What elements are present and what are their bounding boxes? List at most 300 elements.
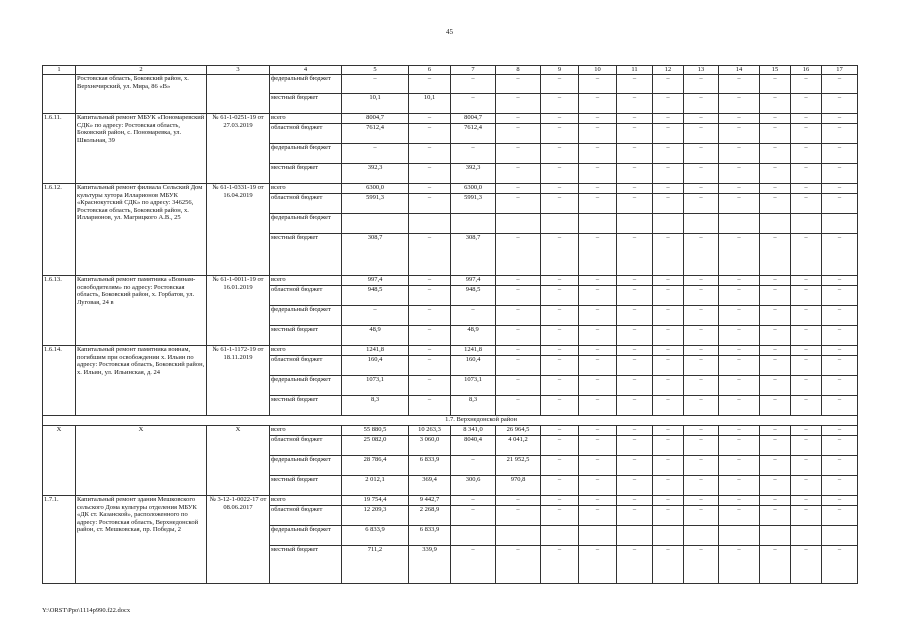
value-cell: 1073,1 — [342, 376, 409, 396]
value-cell — [617, 526, 653, 546]
value-cell: – — [617, 326, 653, 346]
value-cell: 1241,8 — [342, 346, 409, 356]
value-cell: – — [496, 194, 541, 214]
value-cell: – — [653, 546, 684, 584]
value-cell: – — [791, 326, 822, 346]
value-cell: 5991,3 — [451, 194, 496, 214]
value-cell: – — [653, 184, 684, 194]
value-cell: – — [496, 326, 541, 346]
value-cell: – — [719, 356, 760, 376]
funding-source: всего — [270, 426, 342, 436]
value-cell: – — [496, 396, 541, 416]
funding-source: местный бюджет — [270, 396, 342, 416]
value-cell: – — [653, 506, 684, 526]
value-cell: – — [791, 194, 822, 214]
value-cell: 4 041,2 — [496, 436, 541, 456]
value-cell — [760, 526, 791, 546]
value-cell — [760, 214, 791, 234]
item-number: 1.6.14. — [43, 346, 76, 416]
value-cell: – — [409, 396, 451, 416]
value-cell — [541, 526, 579, 546]
value-cell: – — [653, 346, 684, 356]
funding-source: федеральный бюджет — [270, 214, 342, 234]
value-cell: – — [822, 356, 858, 376]
value-cell: – — [409, 356, 451, 376]
value-cell: – — [684, 496, 719, 506]
file-path-footer: Y:\ORST\Ppo\1114p990.f22.docx — [42, 607, 131, 614]
budget-table — [42, 65, 858, 584]
value-cell: – — [822, 496, 858, 506]
value-cell: – — [541, 496, 579, 506]
value-cell: – — [791, 286, 822, 306]
value-cell: – — [579, 436, 617, 456]
value-cell: – — [791, 496, 822, 506]
funding-source: федеральный бюджет — [270, 376, 342, 396]
value-cell: – — [760, 346, 791, 356]
funding-source: местный бюджет — [270, 94, 342, 114]
table-row — [43, 346, 858, 356]
value-cell: – — [822, 376, 858, 396]
value-cell: – — [617, 456, 653, 476]
value-cell: – — [579, 234, 617, 276]
column-number: 13 — [684, 66, 719, 75]
value-cell: – — [579, 75, 617, 94]
value-cell: 21 952,5 — [496, 456, 541, 476]
value-cell: – — [719, 306, 760, 326]
value-cell: – — [579, 144, 617, 164]
value-cell: – — [653, 75, 684, 94]
value-cell: – — [496, 144, 541, 164]
value-cell: – — [617, 396, 653, 416]
value-cell: – — [719, 326, 760, 346]
value-cell: – — [496, 376, 541, 396]
value-cell: – — [579, 396, 617, 416]
value-cell: – — [760, 194, 791, 214]
value-cell: – — [541, 94, 579, 114]
value-cell: 392,3 — [451, 164, 496, 184]
value-cell: – — [791, 546, 822, 584]
value-cell: – — [409, 124, 451, 144]
value-cell: – — [719, 436, 760, 456]
value-cell: – — [719, 426, 760, 436]
value-cell: – — [653, 124, 684, 144]
item-name: Ростовская область, Боковский район, х. Верхнечирский, ул. Мира, 86 «В» — [76, 75, 207, 114]
funding-source: областной бюджет — [270, 436, 342, 456]
value-cell: 5991,3 — [342, 194, 409, 214]
value-cell: – — [760, 234, 791, 276]
column-number: 12 — [653, 66, 684, 75]
funding-source: областной бюджет — [270, 194, 342, 214]
value-cell: – — [791, 356, 822, 376]
value-cell — [791, 214, 822, 234]
value-cell: – — [822, 234, 858, 276]
value-cell: – — [579, 376, 617, 396]
value-cell: – — [496, 306, 541, 326]
value-cell: 3 060,0 — [409, 436, 451, 456]
value-cell: – — [496, 114, 541, 124]
value-cell: 8004,7 — [342, 114, 409, 124]
value-cell: – — [719, 194, 760, 214]
value-cell: – — [719, 114, 760, 124]
value-cell: – — [791, 436, 822, 456]
value-cell: – — [653, 476, 684, 496]
value-cell: – — [791, 234, 822, 276]
column-number: 3 — [207, 66, 270, 75]
value-cell: – — [541, 546, 579, 584]
value-cell: – — [617, 114, 653, 124]
item-document: Х — [207, 426, 270, 496]
value-cell: – — [579, 326, 617, 346]
value-cell: – — [760, 476, 791, 496]
value-cell: – — [496, 234, 541, 276]
value-cell: – — [496, 184, 541, 194]
value-cell: – — [541, 346, 579, 356]
value-cell: – — [653, 456, 684, 476]
value-cell: – — [822, 326, 858, 346]
value-cell: 26 964,5 — [496, 426, 541, 436]
value-cell: – — [617, 75, 653, 94]
value-cell: 10,1 — [342, 94, 409, 114]
value-cell: – — [496, 75, 541, 94]
item-name: Капитальный ремонт МБУК «Пономаревский СДК» по адресу: Ростовская область, Боковский район, с. Пономаревка, ул. Школьная, 39 — [76, 114, 207, 184]
value-cell: – — [684, 436, 719, 456]
value-cell: 948,5 — [342, 286, 409, 306]
value-cell: – — [617, 506, 653, 526]
value-cell: – — [791, 476, 822, 496]
column-number: 10 — [579, 66, 617, 75]
value-cell: 48,9 — [342, 326, 409, 346]
value-cell: – — [496, 94, 541, 114]
value-cell: – — [409, 376, 451, 396]
funding-source: федеральный бюджет — [270, 456, 342, 476]
value-cell: – — [684, 94, 719, 114]
value-cell: – — [409, 306, 451, 326]
funding-source: федеральный бюджет — [270, 75, 342, 94]
value-cell: 308,7 — [451, 234, 496, 276]
item-number: 1.7.1. — [43, 496, 76, 584]
value-cell: – — [684, 326, 719, 346]
value-cell: 8004,7 — [451, 114, 496, 124]
page-number: 45 — [446, 28, 453, 36]
value-cell: – — [496, 506, 541, 526]
value-cell: – — [653, 286, 684, 306]
funding-source: федеральный бюджет — [270, 526, 342, 546]
value-cell — [684, 214, 719, 234]
value-cell: – — [451, 75, 496, 94]
value-cell: – — [579, 426, 617, 436]
value-cell: – — [617, 346, 653, 356]
value-cell: 339,9 — [409, 546, 451, 584]
value-cell: – — [822, 306, 858, 326]
value-cell: – — [760, 376, 791, 396]
item-number: 1.6.12. — [43, 184, 76, 276]
value-cell: – — [684, 546, 719, 584]
value-cell: – — [822, 124, 858, 144]
value-cell: – — [684, 376, 719, 396]
value-cell: – — [719, 184, 760, 194]
value-cell: – — [617, 286, 653, 306]
value-cell: – — [541, 124, 579, 144]
value-cell: – — [684, 356, 719, 376]
value-cell: – — [760, 276, 791, 286]
value-cell: – — [791, 164, 822, 184]
value-cell: – — [579, 346, 617, 356]
item-name: Капитальный ремонт филиала Сельский Дом культуры хутора Илларионов МБУК «Краснокутский СДК» по адресу: 346256, Ростовская область, Боковский район, х. Илларионов, ул. Магрицкого А.В., 25 — [76, 184, 207, 276]
value-cell: – — [617, 426, 653, 436]
value-cell: 308,7 — [342, 234, 409, 276]
value-cell: – — [541, 436, 579, 456]
value-cell: – — [791, 75, 822, 94]
value-cell: – — [409, 234, 451, 276]
value-cell: – — [541, 476, 579, 496]
value-cell: – — [541, 506, 579, 526]
value-cell: – — [719, 276, 760, 286]
value-cell: – — [653, 276, 684, 286]
value-cell: – — [617, 184, 653, 194]
value-cell: – — [719, 376, 760, 396]
value-cell: – — [409, 75, 451, 94]
value-cell: – — [541, 114, 579, 124]
value-cell: – — [342, 75, 409, 94]
value-cell: – — [791, 144, 822, 164]
value-cell — [684, 526, 719, 546]
value-cell: – — [541, 75, 579, 94]
value-cell: – — [760, 326, 791, 346]
value-cell: – — [760, 184, 791, 194]
table-row — [43, 75, 858, 94]
item-document: № 61-1-1172-19 от 18.11.2019 — [207, 346, 270, 416]
value-cell: – — [760, 286, 791, 306]
value-cell: – — [684, 286, 719, 306]
value-cell: – — [684, 476, 719, 496]
value-cell: – — [451, 496, 496, 506]
value-cell: – — [791, 376, 822, 396]
value-cell: 8 341,0 — [451, 426, 496, 436]
item-name: Капитальный ремонт здания Мешковского сельского Дома культуры отделения МБУК «ДК ст. Казанской», расположенного по адресу: Ростовская область, Верхнедонской район, ст. Мешковская, пр. Победы, 2 — [76, 496, 207, 584]
value-cell: – — [822, 144, 858, 164]
column-number: 14 — [719, 66, 760, 75]
value-cell — [541, 214, 579, 234]
value-cell: – — [653, 426, 684, 436]
column-number: 16 — [791, 66, 822, 75]
value-cell: – — [579, 276, 617, 286]
value-cell: – — [653, 164, 684, 184]
value-cell: – — [653, 356, 684, 376]
value-cell: – — [760, 436, 791, 456]
value-cell: – — [579, 546, 617, 584]
value-cell: 19 754,4 — [342, 496, 409, 506]
funding-source: всего — [270, 496, 342, 506]
funding-source: всего — [270, 114, 342, 124]
item-number: Х — [43, 426, 76, 496]
table-row — [43, 184, 858, 194]
column-number: 17 — [822, 66, 858, 75]
value-cell: – — [496, 164, 541, 184]
value-cell: 7612,4 — [451, 124, 496, 144]
value-cell: – — [653, 326, 684, 346]
value-cell: 48,9 — [451, 326, 496, 346]
value-cell: – — [541, 326, 579, 346]
value-cell: – — [541, 376, 579, 396]
value-cell: – — [791, 426, 822, 436]
column-number: 5 — [342, 66, 409, 75]
value-cell: – — [579, 506, 617, 526]
value-cell: – — [684, 426, 719, 436]
value-cell: 55 880,5 — [342, 426, 409, 436]
value-cell: 10 263,3 — [409, 426, 451, 436]
value-cell: – — [541, 456, 579, 476]
value-cell: 25 082,0 — [342, 436, 409, 456]
item-name: Капитальный ремонт памятника «Воинам-освободителям» по адресу: Ростовская область, Боковский район, х. Горбатов, ул. Луговая, 24 в — [76, 276, 207, 346]
value-cell: – — [409, 144, 451, 164]
value-cell: 711,2 — [342, 546, 409, 584]
value-cell: – — [617, 306, 653, 326]
value-cell: – — [822, 456, 858, 476]
value-cell: – — [684, 276, 719, 286]
value-cell: 8040,4 — [451, 436, 496, 456]
value-cell: – — [719, 506, 760, 526]
value-cell: – — [791, 124, 822, 144]
value-cell: – — [451, 94, 496, 114]
value-cell: 300,6 — [451, 476, 496, 496]
item-document: № 3-12-1-0022-17 от 08.06.2017 — [207, 496, 270, 584]
value-cell: 6300,0 — [451, 184, 496, 194]
value-cell — [451, 526, 496, 546]
funding-source: областной бюджет — [270, 506, 342, 526]
value-cell: – — [541, 194, 579, 214]
funding-source: всего — [270, 346, 342, 356]
value-cell: – — [541, 306, 579, 326]
value-cell: – — [617, 164, 653, 184]
item-number — [43, 75, 76, 114]
value-cell: 6 833,9 — [342, 526, 409, 546]
value-cell: – — [760, 164, 791, 184]
value-cell: – — [617, 376, 653, 396]
value-cell: – — [684, 164, 719, 184]
funding-source: областной бюджет — [270, 356, 342, 376]
value-cell: – — [541, 286, 579, 306]
value-cell: – — [822, 194, 858, 214]
value-cell: – — [760, 506, 791, 526]
value-cell: – — [822, 276, 858, 286]
value-cell: – — [760, 114, 791, 124]
value-cell: – — [822, 75, 858, 94]
value-cell: – — [719, 396, 760, 416]
value-cell: – — [822, 436, 858, 456]
value-cell — [653, 214, 684, 234]
value-cell: 8,3 — [342, 396, 409, 416]
value-cell: – — [579, 286, 617, 306]
value-cell: – — [760, 496, 791, 506]
value-cell: – — [760, 75, 791, 94]
value-cell: – — [719, 476, 760, 496]
value-cell: – — [791, 456, 822, 476]
value-cell: – — [496, 276, 541, 286]
value-cell: – — [719, 75, 760, 94]
value-cell: – — [617, 436, 653, 456]
value-cell: 997,4 — [342, 276, 409, 286]
value-cell: – — [684, 346, 719, 356]
value-cell: – — [719, 94, 760, 114]
value-cell: 392,3 — [342, 164, 409, 184]
value-cell: 160,4 — [451, 356, 496, 376]
item-document: № 61-1-0331-19 от 16.04.2019 — [207, 184, 270, 276]
funding-source: всего — [270, 184, 342, 194]
value-cell: – — [791, 506, 822, 526]
value-cell: – — [409, 286, 451, 306]
value-cell: – — [451, 144, 496, 164]
funding-source: местный бюджет — [270, 326, 342, 346]
value-cell: – — [822, 396, 858, 416]
value-cell — [496, 214, 541, 234]
funding-source: федеральный бюджет — [270, 306, 342, 326]
value-cell: – — [822, 476, 858, 496]
value-cell: 7612,4 — [342, 124, 409, 144]
value-cell: – — [617, 194, 653, 214]
value-cell — [342, 214, 409, 234]
value-cell: – — [791, 94, 822, 114]
value-cell: 10,1 — [409, 94, 451, 114]
value-cell: – — [409, 346, 451, 356]
value-cell: 1241,8 — [451, 346, 496, 356]
value-cell: – — [791, 396, 822, 416]
funding-source: местный бюджет — [270, 164, 342, 184]
value-cell: 28 786,4 — [342, 456, 409, 476]
item-document: № 61-1-0251-19 от 27.03.2019 — [207, 114, 270, 184]
funding-source: местный бюджет — [270, 546, 342, 584]
funding-source: федеральный бюджет — [270, 144, 342, 164]
item-document — [207, 75, 270, 114]
value-cell: – — [822, 426, 858, 436]
item-name: Х — [76, 426, 207, 496]
value-cell: – — [684, 306, 719, 326]
value-cell: – — [541, 144, 579, 164]
value-cell: – — [719, 164, 760, 184]
value-cell: – — [684, 506, 719, 526]
value-cell: – — [791, 114, 822, 124]
item-number: 1.6.11. — [43, 114, 76, 184]
value-cell: – — [579, 124, 617, 144]
value-cell: – — [579, 456, 617, 476]
value-cell: – — [342, 144, 409, 164]
column-number: 7 — [451, 66, 496, 75]
value-cell — [719, 214, 760, 234]
value-cell: – — [653, 436, 684, 456]
value-cell: – — [617, 234, 653, 276]
value-cell: – — [684, 396, 719, 416]
value-cell: – — [760, 124, 791, 144]
value-cell: – — [653, 194, 684, 214]
value-cell — [409, 214, 451, 234]
value-cell: – — [760, 396, 791, 416]
value-cell: – — [541, 234, 579, 276]
value-cell — [617, 214, 653, 234]
value-cell: – — [822, 546, 858, 584]
value-cell: – — [719, 546, 760, 584]
value-cell: – — [579, 476, 617, 496]
table-row — [43, 426, 858, 436]
value-cell — [791, 526, 822, 546]
column-number: 6 — [409, 66, 451, 75]
value-cell: – — [653, 234, 684, 276]
value-cell: – — [617, 276, 653, 286]
value-cell: 6300,0 — [342, 184, 409, 194]
value-cell: – — [579, 356, 617, 376]
value-cell — [451, 214, 496, 234]
item-name: Капитальный ремонт памятника воинам, погибшим при освобождении х. Ильин по адресу: Ростовская область, Боковский район, х. Ильин, ул. Ильинская, д. 24 — [76, 346, 207, 416]
value-cell: – — [496, 346, 541, 356]
value-cell: – — [541, 426, 579, 436]
